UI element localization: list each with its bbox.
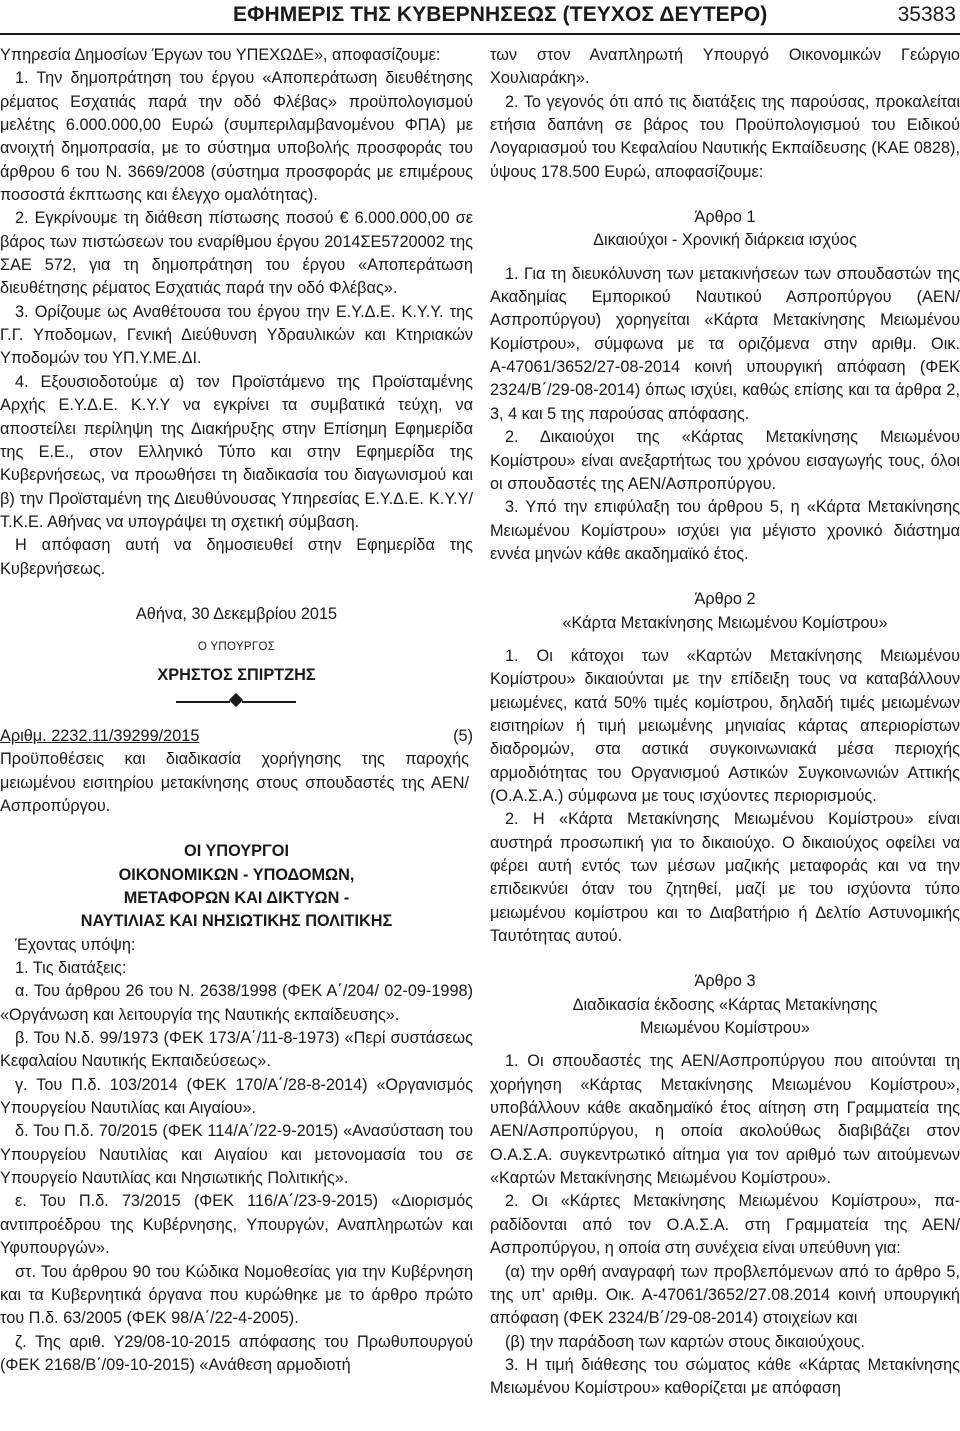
- paragraph: ζ. Της αριθ. Υ29/08-10-2015 απόφασης του Πρωθυπουργού (ΦΕΚ 2168/Β΄/09-10-2015) «Ανάθεση αρμοδιοτή: [0, 1332, 473, 1374]
- paragraph: α. Του άρθρου 26 του Ν. 2638/1998 (ΦΕΚ Α΄/204/ 02-09-1998) «Οργάνωση και λειτουργία της Ναυτικής εκπαίδευσης».: [0, 982, 473, 1024]
- paragraph: (β) την παράδοση των καρτών στους δικαιούχους.: [505, 1332, 865, 1351]
- header-divider: [0, 33, 960, 35]
- ministers-heading: ΟΙΚΟΝΟΜΙΚΩΝ - ΥΠΟΔΟΜΩΝ,: [118, 865, 355, 884]
- paragraph: 1. Για τη διευκόλυνση των μετακινήσεων των σπουδαστών της Ακαδημίας Εμπορικού Ναυτικού Ασπροπύργου (ΑΕΝ/Ασπροπύργου) χορηγείται «Κάρτα Μετακίνησης Μειωμένου Κομίστρου», σύμφωνα με τα οριζόμενα στην αριθμ. Οικ. Α-47061/3652/27-08-2014 κοινή υπουργική απόφαση (ΦΕΚ 2324/Β΄/29-08-2014) όπως ισχύει, καθώς επίσης και τα άρθρα 2, 3, 4 και 5 της παρούσας απόφασης.: [490, 264, 960, 423]
- place-date: Αθήνα, 30 Δεκεμβρίου 2015: [135, 604, 338, 623]
- decision-number: Αριθμ. 2232.11/39299/2015: [0, 726, 200, 745]
- paragraph: στ. Του άρθρου 90 του Κώδικα Νομοθεσίας για την Κυβέρνηση και τα Κυβερνητικά όργανα που κυρώθηκε με το άρθρο πρώτο του Π.δ. 63/2005 (ΦΕΚ 98/Α΄/22-4-2005).: [0, 1262, 473, 1328]
- paragraph: 3. Υπό την επιφύλαξη του άρθρου 5, η «Κάρτα Μετακίνησης Μειωμένου Κομίστρου» ισχύει για μέγιστο χρονικό διάστημα εννέα μηνών κάθε ακαδημαϊκό έτος.: [490, 498, 960, 563]
- article-title: Άρθρο 2: [694, 590, 756, 609]
- article-title: Άρθρο 1: [694, 208, 756, 227]
- paragraph: (α) την ορθή αναγραφή των προβλεπόμενων από το άρθρο 5, της υπ’ αριθμ. Οικ. Α-47061/3652/27.08.2014 κοινή υπουργική απόφαση (ΦΕΚ 2324/Β΄/29-08-2014) στοιχείων και: [490, 1262, 960, 1328]
- paragraph: 2. Το γεγονός ότι από τις διατάξεις της παρούσας, προκαλείται ετήσια δαπάνη σε βάρος του Προϋπολογισμού του Ειδικού Λογαριασμού του Κεφαλαίου Ναυτικής Εκπαίδευσης (ΚΑΕ 0828), ύψους 178.500 Ευρώ, αποφασίζουμε:: [490, 92, 960, 181]
- paragraph: δ. Του Π.δ. 70/2015 (ΦΕΚ 114/Α΄/22-9-2015) «Ανασύσταση του Υπουργείου Ναυτιλίας και Αιγαίου και μετονομασία του σε Υπουργείο Ναυτιλίας και Νησιωτικής Πολιτικής».: [0, 1122, 473, 1188]
- paragraph: των στον Αναπληρωτή Υπουργό Οικονομικών Γεώργιο Χουλιαράκη».: [490, 46, 960, 88]
- paragraph: β. Του Ν.δ. 99/1973 (ΦΕΚ 173/Α΄/11-8-1973) «Περί συστάσεως Κεφαλαίου Ναυτικής Εκπαιδεύσεως».: [0, 1029, 473, 1071]
- article-subtitle: «Κάρτα Μετακίνησης Μειωμένου Κομίστρου»: [562, 613, 888, 632]
- right-column: [490, 44, 960, 1401]
- decision-title: Προϋποθέσεις και διαδικασία χορήγησης της παροχής μειωμένου εισιτηρίου μετακίνησης στους σπουδαστές της ΑΕΝ/Ασπροπύργου.: [0, 750, 469, 815]
- decision-number-row: [0, 725, 473, 748]
- paragraph: 1. Τις διατάξεις:: [15, 959, 127, 978]
- paragraph: 3. Ορίζουμε ως Αναθέτουσα του έργου την Ε.Υ.Δ.Ε. Κ.Υ.Υ. της Γ.Γ. Υποδομων, Γενική Διεύθυνση Υδραυλικών και Κτηριακών Υποδομών του ΥΠ.Υ.ΜΕ.ΔΙ.: [0, 302, 473, 368]
- article-subtitle: Μειωμένου Κομίστρου»: [640, 1019, 810, 1038]
- section-separator: [0, 687, 473, 717]
- paragraph: 2. Οι «Κάρτες Μετακίνησης Μειωμένου Κομίστρου», παραδίδονται από τον Ο.Α.Σ.Α. στη Γραμματεία της ΑΕΝ/ Ασπροπύργου, η οποία στη συνέχεια είναι υπεύθυνη για:: [490, 1192, 960, 1258]
- paragraph: 2. Δικαιούχοι της «Κάρτας Μετακίνησης Μειωμένου Κομίστρου» είναι ανεξαρτήτως του χρόνου εισαγωγής τους, όλοι οι σπουδαστές της ΑΕΝ/Ασπροπύργου.: [490, 428, 960, 493]
- paragraph: ε. Του Π.δ. 73/2015 (ΦΕΚ 116/Α΄/23-9-2015) «Διορισμός αντιπροέδρου της Κυβέρνησης, Υπουργών, Αναπληρωτών και Υφυπουργών».: [0, 1192, 473, 1258]
- paragraph: 2. Εγκρίνουμε τη διάθεση πίστωσης ποσού € 6.000.000,00 σε βάρος των πιστώσεων του εναρίθμου έργου 2014ΣΕ5720002 της ΣΑΕ 572, για τη δημοπράτηση του έργου «Αποπεράτωση διευθέτησης ρέματος Εσχατιάς παρά την οδό Φλέβας».: [0, 209, 473, 298]
- paragraph: Έχοντας υπόψη:: [15, 935, 136, 954]
- article-subtitle: Δικαιούχοι - Χρονική διάρκεια ισχύος: [593, 231, 857, 250]
- ministers-heading: ΟΙ ΥΠΟΥΡΓΟΙ: [184, 842, 289, 861]
- minister-name: ΧΡΗΣΤΟΣ ΣΠΙΡΤΖΗΣ: [157, 665, 316, 684]
- paragraph: γ. Του Π.δ. 103/2014 (ΦΕΚ 170/Α΄/28-8-2014) «Οργανισμός Υπουργείου Ναυτιλίας και Αιγαίου».: [0, 1075, 473, 1118]
- page-header: [0, 0, 960, 34]
- article-title: Άρθρο 3: [694, 972, 756, 991]
- paragraph: 2. Η «Κάρτα Μετακίνησης Μειωμένου Κομίστρου» είναι αυστηρά προσωπική για το δικαιούχο. Ο δικαιούχος οφείλει να φέρει αυτή εντός των μέσων μαζικής μεταφοράς και να την επιδεικνύει όταν του ζητηθεί, μαζί με του ισχύοντα τύπο μειωμένου κομίστρου και το Διαβατήριο ή Δελτίο Αστυνομικής Ταυτότητας αυτού.: [490, 810, 960, 946]
- paragraph: 1. Οι κάτοχοι των «Καρτών Μετακίνησης Μειωμένου Κομίστρου» δικαιούνται με την επίδειξη τους να καταβάλλουν μειωμένες, κατά 50% τιμές κομίστρου, δηλαδή τιμές μειωμένων εισιτηρίων ή τιμή μειωμένης μηνιαίας κάρτας απεριορίστων διαδρομών, στα αστικά συγκοινωνιακά μέσα περιοχής αρμοδιότητας του Οργανισμού Αστικών Συγκοινωνιών Αττικής (Ο.Α.Σ.Α.) σύμφωνα με τους ισχύοντες περιορισμούς.: [490, 646, 960, 805]
- paragraph: Η απόφαση αυτή να δημοσιευθεί στην Εφημερίδα της Κυβερνήσεως.: [0, 536, 473, 578]
- ministers-heading: ΝΑΥΤΙΛΙΑΣ ΚΑΙ ΝΗΣΙΩΤΙΚΗΣ ΠΟΛΙΤΙΚΗΣ: [80, 912, 393, 931]
- paragraph: 4. Εξουσιοδοτούμε α) τον Προϊστάμενο της Προϊσταμένης Αρχής Ε.Υ.Δ.Ε. Κ.Υ.Υ να εγκρίνει τα συμβατικά τεύχη, να αποστείλει περίληψη της Διακήρυξης στην Επίσημη Εφημερίδα της Ε.Ε., στον Ελληνικό Τύπο και στην Εφημερίδα της Κυβερνήσεως, να προωθήσει τη διαδικασία του διαγωνισμού και β) την Προϊσταμένη της Διευθύνουσας Υπηρεσίας Ε.Υ.Δ.Ε. Κ.Υ.Υ/Τ.Κ.Ε. Αθήνας να υπογράψει τη σχετική σύμβαση.: [0, 372, 473, 531]
- minister-role: Ο ΥΠΟΥΡΓΟΣ: [197, 641, 276, 654]
- paragraph: 3. Η τιμή διάθεσης του σώματος κάθε «Κάρτας Μετακίνησης Μειωμένου Κομίστρου» καθορίζεται με απόφαση: [490, 1355, 960, 1398]
- left-column: [0, 44, 473, 1377]
- decision-index: (5): [453, 726, 473, 745]
- paragraph: 1. Οι σπουδαστές της ΑΕΝ/Ασπροπύργου που αιτούνται τη χορήγηση «Κάρτας Μετακίνησης Μειωμένου Κομίστρου», υποβάλλουν κάθε ακαδημαϊκό έτος αίτηση στη Γραμματεία της ΑΕΝ/Ασπροπύργου, η οποία ακολούθως διαβιβάζει στον Ο.Α.Σ.Α. συγκεντρωτικό αίτημα για τον αριθμό των αιτούμενων «Καρτών Μετακίνησης Μειωμένου Κομίστρου».: [490, 1052, 960, 1188]
- paragraph: 1. Την δημοπράτηση του έργου «Αποπεράτωση διευθέτησης ρέματος Εσχατιάς παρά την οδό Φλέβας» προϋπολογισμού μελέτης 6.000.000,00 Ευρώ (συμπεριλαμβανομένου ΦΠΑ) με ανοιχτή δημοπρασία, με το σύστημα υποβολής προσφοράς του άρθρου 6 του Ν. 3669/2008 (σύστημα προσφοράς με επιμέρους ποσοστά έκπτωσης και έλεγχο ομαλότητας).: [0, 69, 473, 205]
- gazette-title: ΕΦΗΜΕΡΙΣ ΤΗΣ ΚΥΒΕΡΝΗΣΕΩΣ (ΤΕΥΧΟΣ ΔΕΥΤΕΡΟ): [233, 3, 768, 26]
- page-number: 35383: [897, 3, 956, 26]
- article-subtitle: Διαδικασία έκδοσης «Κάρτας Μετακίνησης: [572, 995, 878, 1014]
- paragraph: Υπηρεσία Δημοσίων Έργων του ΥΠΕΧΩΔΕ», αποφασίζουμε:: [0, 46, 441, 64]
- ministers-heading: ΜΕΤΑΦΟΡΩΝ ΚΑΙ ΔΙΚΤΥΩΝ -: [123, 889, 350, 907]
